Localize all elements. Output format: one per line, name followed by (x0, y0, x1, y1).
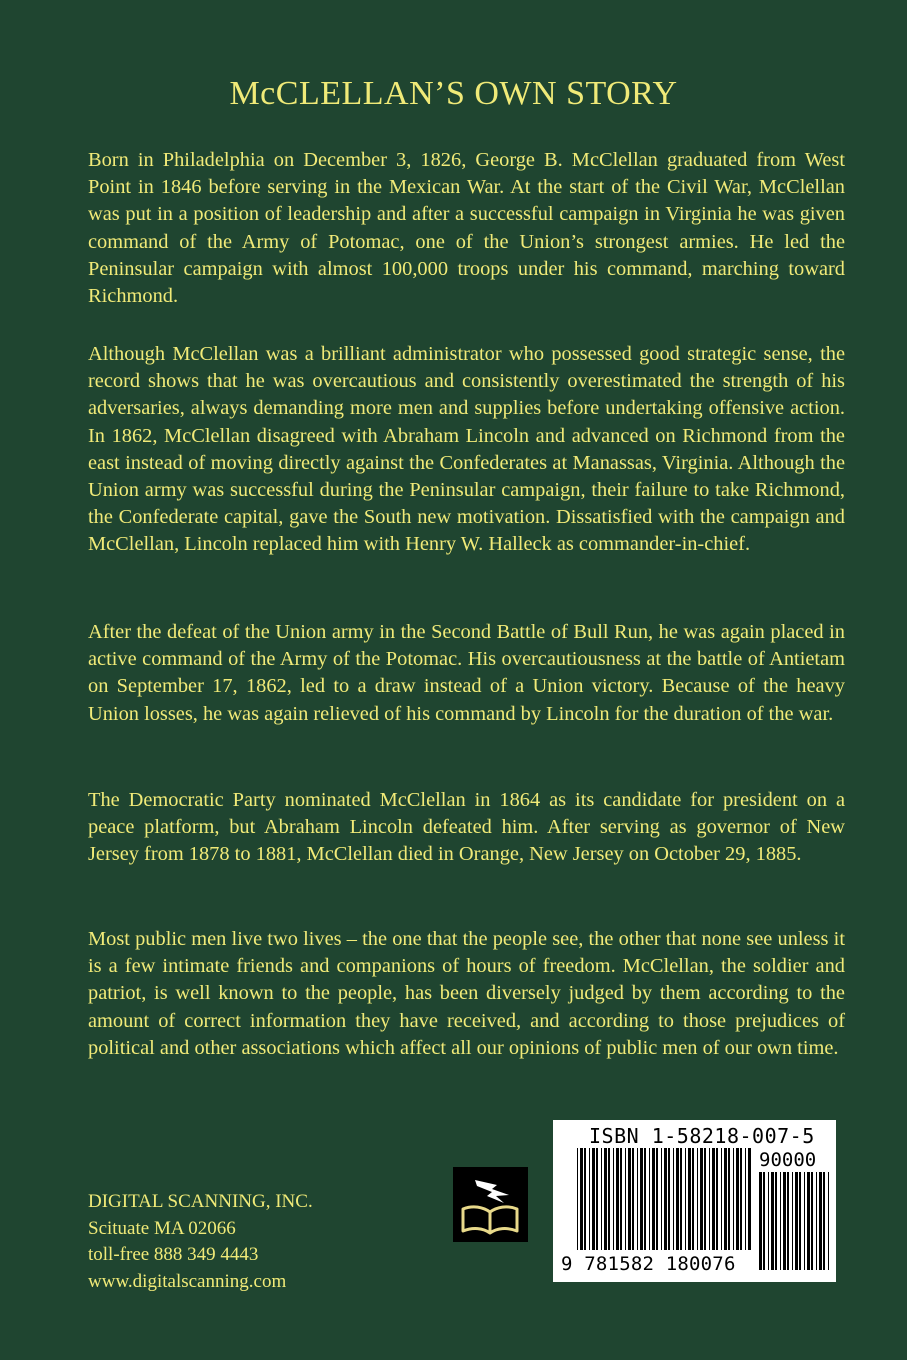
isbn-label: ISBN 1-58218-007-5 (589, 1124, 815, 1148)
barcode-digits: 9 781582 180076 (561, 1253, 736, 1275)
isbn-barcode (553, 1120, 836, 1282)
body-paragraph: Most public men live two lives – the one that the people see, the other that none see unless it is a few intimate friends and companions of hours of freedom. McClellan, the soldier and patriot, is well known to the people, has been diversely judged by them according to the amount of correct information they have received, and according to those prejudices of political and other associations which affect all our opinions of public men of our own time. (88, 928, 845, 1059)
publisher-address: Scituate MA 02066 (88, 1217, 236, 1239)
publisher-name: DIGITAL SCANNING, INC. (88, 1191, 313, 1212)
body-paragraph: Although McClellan was a brilliant administrator who possessed good strategic sense, the record shows that he was overcautious and consistently overestimated the strength of his adversaries, always demanding more men and supplies before undertaking offensive action. In 1862, McClellan disagreed with Abraham Lincoln and advanced on Richmond from the east instead of moving directly against the Confederates at Manassas, Virginia. Although the Union army was successful during the Peninsular campaign, their failure to take Richmond, the Confederate capital, gave the South new motivation. Dissatisfied with the campaign and McClellan, Lincoln replaced him with Henry W. Halleck as commander-in-chief. (88, 343, 845, 556)
body-paragraph: After the defeat of the Union army in the Second Battle of Bull Run, he was again placed in active command of the Army of the Potomac. His overcautiousness at the battle of Antietam on September 17, 1862, led to a draw instead of a Union victory. Because of the heavy Union losses, he was again relieved of his command by Lincoln for the duration of the war. (88, 621, 845, 725)
body-paragraph: Born in Philadelphia on December 3, 1826, George B. McClellan graduated from West Point in 1846 before serving in the Mexican War. At the start of the Civil War, McClellan was put in a position of leadership and after a successful campaign in Virginia he was given command of the Army of Potomac, one of the Union’s strongest armies. He led the Peninsular campaign with almost 100,000 troops under his command, marching toward Richmond. (88, 149, 845, 308)
publisher-phone: toll-free 888 349 4443 (88, 1244, 259, 1265)
page-title: McCLELLAN’S OWN STORY (229, 75, 678, 112)
body-paragraph: The Democratic Party nominated McClellan in 1864 as its candidate for president on a peace platform, but Abraham Lincoln defeated him. After serving as governor of New Jersey from 1878 to 1881, McClellan died in Orange, New Jersey on October 29, 1885. (88, 789, 845, 866)
price-code: 90000 (759, 1149, 817, 1171)
open-book-lightning-icon (453, 1167, 528, 1242)
publisher-website: www.digitalscanning.com (88, 1270, 287, 1292)
publisher-block (88, 1189, 313, 1295)
